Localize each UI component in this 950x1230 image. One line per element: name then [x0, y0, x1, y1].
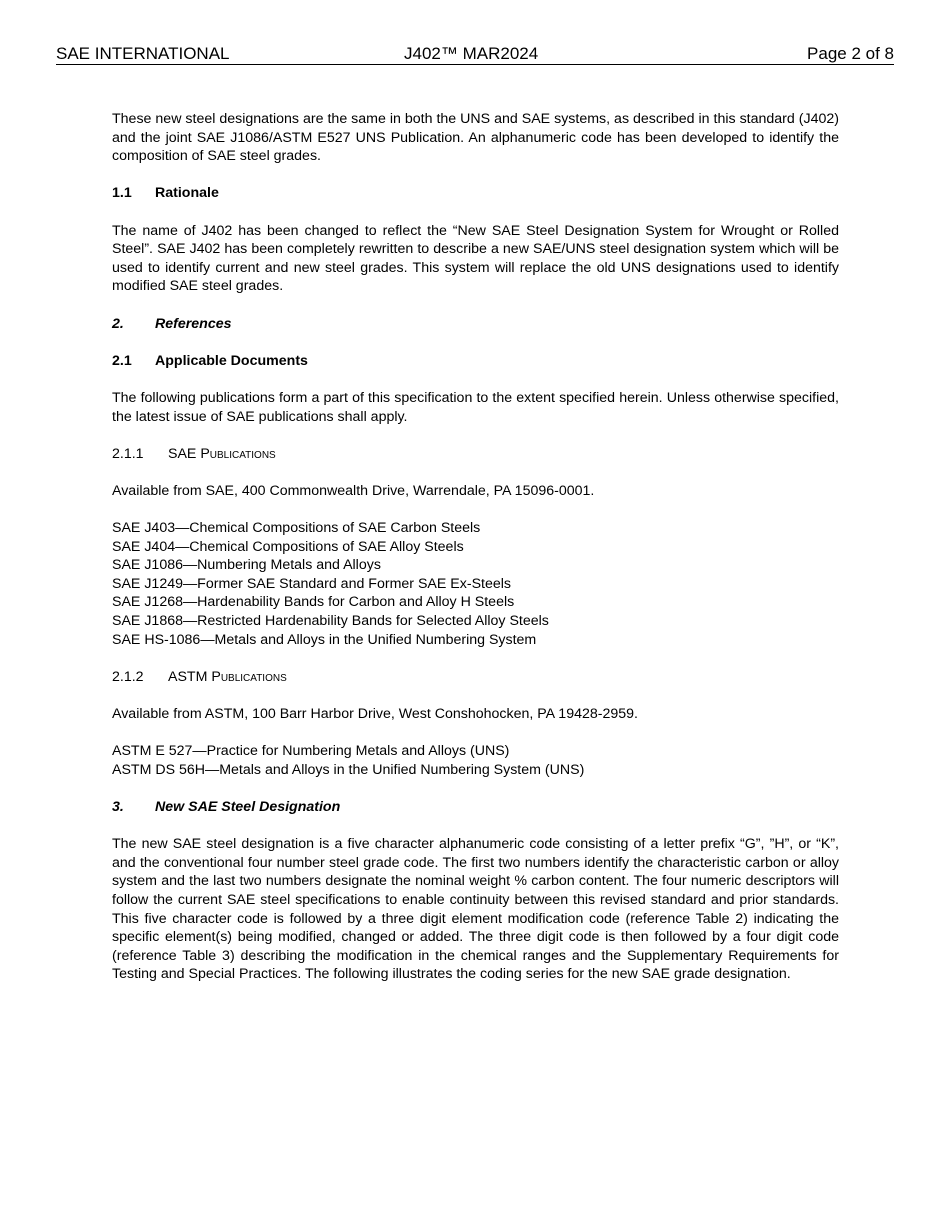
- section-title: ASTM Publications: [168, 668, 287, 685]
- list-item: SAE J1249—Former SAE Standard and Former SAE Ex-Steels: [112, 575, 511, 592]
- list-item: SAE J1268—Hardenability Bands for Carbon and Alloy H Steels: [112, 594, 515, 611]
- section-number: 3.: [112, 798, 124, 815]
- list-item: SAE J404—Chemical Compositions of SAE Alloy Steels: [112, 538, 464, 555]
- section-number: 2.: [112, 315, 124, 332]
- header-organization: SAE INTERNATIONAL: [56, 44, 230, 63]
- list-item: SAE J403—Chemical Compositions of SAE Carbon Steels: [112, 520, 481, 537]
- section-3-heading: [112, 798, 839, 817]
- section-2-1-1-heading: [112, 445, 839, 464]
- sae-publications-list: [112, 519, 839, 649]
- document-body: [112, 110, 839, 1003]
- section-title: New SAE Steel Designation: [155, 798, 341, 815]
- section-number: 1.1: [112, 185, 132, 202]
- intro-paragraph: These new steel designations are the same in both the UNS and SAE systems, as described in this standard (J402) and the joint SAE J1086/ASTM E527 UNS Publication. An alphanumeric code has been developed to identify the composition of SAE steel grades.: [112, 111, 839, 165]
- page-header: [56, 44, 894, 65]
- list-item: SAE J1086—Numbering Metals and Alloys: [112, 557, 381, 574]
- applicable-documents-paragraph: The following publications form a part of this specification to the extent specified herein. Unless otherwise specified, the latest issue of SAE publications shall apply.: [112, 389, 839, 425]
- astm-availability: Available from ASTM, 100 Barr Harbor Drive, West Conshohocken, PA 19428-2959.: [112, 706, 638, 722]
- section-title: References: [155, 315, 232, 332]
- section-title: Applicable Documents: [155, 352, 308, 369]
- rationale-paragraph: The name of J402 has been changed to reflect the “New SAE Steel Designation System for Wrought or Rolled Steel”. SAE J402 has been completely rewritten to describe a new SAE/UNS steel designation system which will be used to identify current and new steel grades. This system will replace the old UNS designations used to identify modified SAE steel grades.: [112, 222, 839, 295]
- sae-availability: Available from SAE, 400 Commonwealth Drive, Warrendale, PA 15096-0001.: [112, 482, 595, 499]
- list-item: SAE HS-1086—Metals and Alloys in the Unified Numbering System: [112, 631, 537, 648]
- section-1-1-heading: [112, 184, 839, 203]
- section-2-1-heading: [112, 352, 839, 371]
- designation-paragraph: The new SAE steel designation is a five character alphanumeric code consisting of a letter prefix “G”, ”H”, or “K”, and the conventional four number steel grade code. The first two numbers identify the characteristic carbon or alloy system and the last two numbers designate the nominal weight % carbon content. The four numeric descriptors will follow the current SAE steel specifications to enable continuity between this revised standard and prior standards. This five character code is followed by a three digit element modification code (reference Table 2) indicating the specific element(s) being modified, changed or added. The three digit code is then followed by a four digit code (reference Table 3) describing the modification in the chemical ranges and the Supplementary Requirements for Testing and Special Practices. The following illustrates the coding series for the new SAE grade designation.: [112, 836, 839, 983]
- list-item: SAE J1868—Restricted Hardenability Bands for Selected Alloy Steels: [112, 613, 549, 630]
- section-2-1-2-heading: [112, 668, 839, 687]
- section-title: Rationale: [155, 185, 219, 202]
- list-item: ASTM E 527—Practice for Numbering Metals and Alloys (UNS): [112, 743, 510, 760]
- astm-publications-list: [112, 742, 839, 779]
- section-number: 2.1: [112, 352, 132, 369]
- list-item: ASTM DS 56H—Metals and Alloys in the Unified Numbering System (UNS): [112, 761, 585, 778]
- section-number: 2.1.2: [112, 668, 144, 685]
- section-2-heading: [112, 315, 839, 334]
- header-document-id: J402™ MAR2024: [404, 44, 539, 63]
- section-title: SAE Publications: [168, 445, 276, 462]
- section-number: 2.1.1: [112, 445, 144, 462]
- header-page-number: Page 2 of 8: [807, 44, 894, 63]
